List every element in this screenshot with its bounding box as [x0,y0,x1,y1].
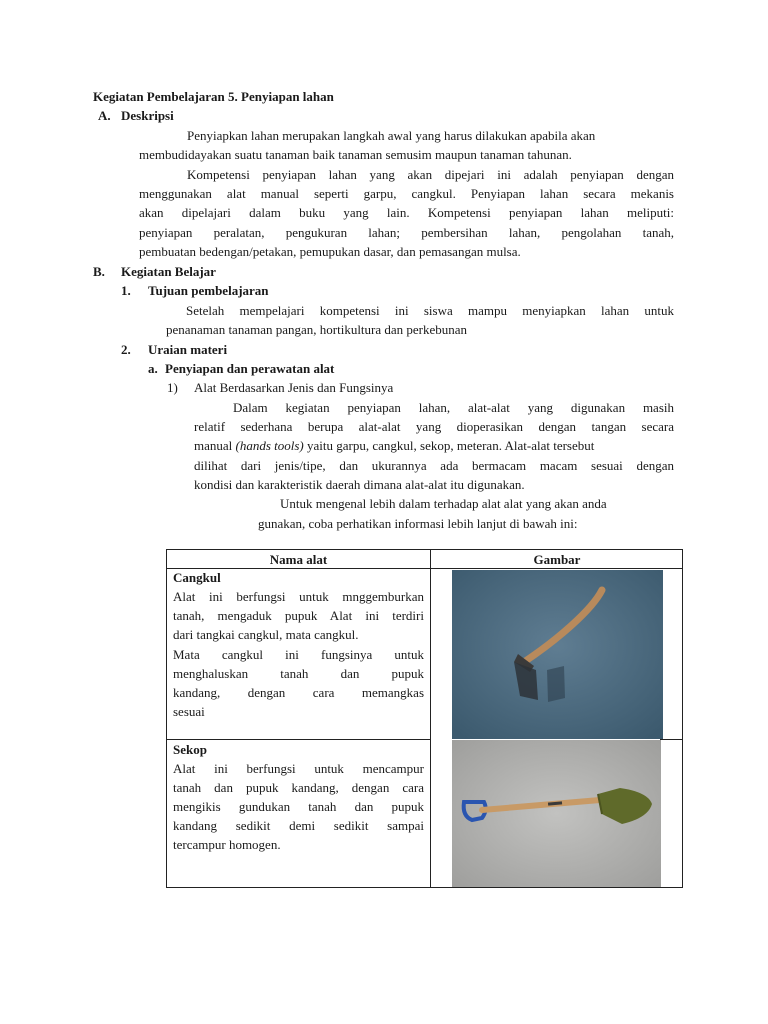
section-a-letter: A. [98,108,111,123]
hoe-photo [452,570,663,739]
desc-para2-line2: menggunakan alat manual seperti garpu, cangkul. Penyiapan lahan secara mekanis [139,186,674,201]
header-gambar: Gambar [533,552,581,567]
sub-a-title: Penyiapan dan perawatan alat [165,361,335,376]
point1-para2-line1: Untuk mengenal lebih dalam terhadap alat alat yang akan anda [280,496,607,511]
desc-para1-line1: Penyiapkan lahan merupakan langkah awal yang harus dilakukan apabila akan [187,128,596,143]
tools-table [166,549,683,888]
hands-tools-text: (hands tools) [235,438,304,453]
item1-line1: Setelah mempelajari kompetensi ini siswa mampu menyiapkan lahan untuk [186,303,674,318]
header-nama-alat: Nama alat [269,552,328,567]
point1-para1-line1: Dalam kegiatan penyiapan lahan, alat-alat yang digunakan masih [233,400,674,415]
point1-para2-line2: gunakan, coba perhatikan informasi lebih lanjut di bawah ini: [258,516,578,531]
desc-para2-line5: pembuatan bedengan/petakan, pemupukan dasar, dan pemasangan mulsa. [139,244,521,259]
desc-para2-line4: penyiapan peralatan, pengukuran lahan; pembersihan lahan, pengolahan tanah, [139,225,674,240]
desc-para2-line3: akan dipelajari dalam buku yang lain. Kompetensi penyiapan lahan meliputi: [139,205,674,220]
section-title: Kegiatan Pembelajaran 5. Penyiapan lahan [93,89,334,104]
desc-para1-line2: membudidayakan suatu tanaman baik tanaman semusim maupun tanaman tahunan. [139,147,572,162]
section-b-title: Kegiatan Belajar [121,264,216,279]
point1-para1-line5: kondisi dan karakteristik daerah dimana alat-alat itu digunakan. [194,477,525,492]
section-b-letter: B. [93,264,105,279]
sub-a-letter: a. [148,361,158,376]
point1-para1-line2: relatif sederhana berupa alat-alat yang dioperasikan dengan tangan secara [194,419,674,434]
point1-para1-line3 [194,436,674,455]
desc-para2-line1: Kompetensi penyiapan lahan yang akan dipejari ini adalah penyiapan dengan [187,167,674,182]
point1-num: 1) [167,380,178,395]
item2-num: 2. [121,342,131,357]
row-cangkul-desc: Cangkul Alat ini berfungsi untuk mnggemburkan tanah, mengaduk pupuk Alat ini terdiri dari tangkai cangkul, mata cangkul. Mata cangkul ini fungsinya untuk menghaluskan tanah dan pupuk kandang, dengan cara memangkas sesuai [173,570,424,719]
row-cangkul-name: Cangkul [173,570,221,585]
item1-line2: penanaman tanaman pangan, hortikultura dan perkebunan [166,322,468,337]
row-sekop-name: Sekop [173,742,207,757]
section-a-title: Deskripsi [121,108,174,123]
row-sekop-desc: Sekop Alat ini berfungsi untuk mencampur tanah dan pupuk kandang, dengan cara mengikis gundukan tanah dan pupuk kandang sedikit demi sedikit sampai tercampur homogen. [173,742,424,852]
item2-title: Uraian materi [148,342,228,357]
item1-title: Tujuan pembelajaran [148,283,269,298]
shovel-photo [452,740,661,887]
point1-para1-line4: dilihat dari jenis/tipe, dan ukurannya ada bermacam macam sesuai dengan [194,458,674,473]
point1-title: Alat Berdasarkan Jenis dan Fungsinya [194,380,394,395]
manual-text: manual [194,438,236,453]
item1-num: 1. [121,283,131,298]
tools-list-text: yaitu garpu, cangkul, sekop, meteran. Alat-alat tersebut [303,438,595,453]
